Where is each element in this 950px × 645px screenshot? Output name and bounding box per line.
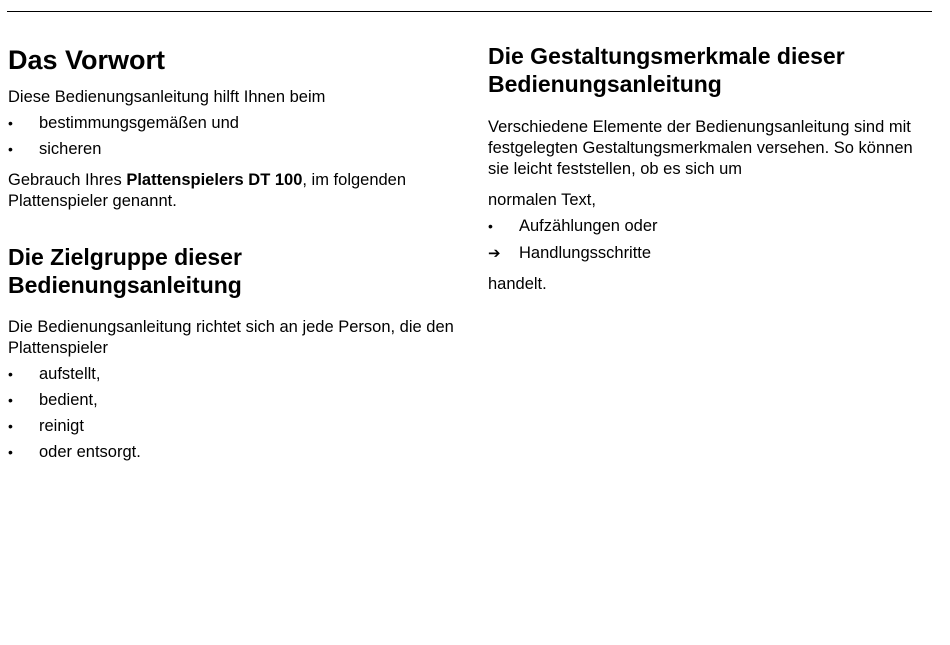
list-item <box>8 416 458 437</box>
step-item-text: Handlungsschritte <box>519 244 652 262</box>
list-item <box>8 364 458 385</box>
section-heading-gestaltungsmerkmale <box>488 42 928 98</box>
list-item <box>8 139 458 160</box>
step-item <box>488 243 928 264</box>
left-column <box>8 42 458 463</box>
bullet-dot-icon: • <box>8 115 13 131</box>
usage-text-pre: Gebrauch Ihres <box>8 171 127 189</box>
list-item <box>8 390 458 411</box>
top-rule <box>7 11 932 12</box>
vorwort-usage <box>8 170 458 212</box>
list-item <box>8 113 458 134</box>
zielgruppe-list <box>8 364 458 463</box>
list-item-text: reinigt <box>39 417 84 435</box>
arrow-right-icon: ➔ <box>488 245 501 262</box>
product-name: Plattenspielers DT 100 <box>126 171 303 189</box>
bullet-dot-icon: • <box>488 218 493 234</box>
gestaltung-closing: handelt. <box>488 275 547 293</box>
bullet-dot-icon: • <box>8 141 13 157</box>
bullet-dot-icon: • <box>8 444 13 460</box>
bullet-dot-icon: • <box>8 392 13 408</box>
bullet-dot-icon: • <box>8 366 13 382</box>
gestaltung-list <box>488 216 928 264</box>
usage-text-post: , im folgenden Plattenspieler genannt. <box>8 171 407 210</box>
list-item-text: sicheren <box>39 140 102 158</box>
list-item-text: Aufzählungen oder <box>519 217 658 235</box>
list-item <box>488 216 928 237</box>
list-item-text: bestimmungsgemäßen und <box>39 114 239 132</box>
list-item-text: aufstellt, <box>39 365 101 383</box>
section-heading-vorwort: Das Vorwort <box>8 45 166 75</box>
right-column <box>488 42 928 295</box>
zielgruppe-intro: Die Bedienungsanleitung richtet sich an jede Person, die den Plattenspieler <box>8 318 454 357</box>
vorwort-intro: Diese Bedienungsanleitung hilft Ihnen beim <box>8 88 326 106</box>
list-item <box>8 442 458 463</box>
heading-line: Bedienungsanleitung <box>8 272 242 298</box>
heading-line: Bedienungsanleitung <box>488 71 722 97</box>
bullet-dot-icon: • <box>8 418 13 434</box>
list-item-text: bedient, <box>39 391 98 409</box>
section-heading-zielgruppe <box>8 243 458 299</box>
list-item-text: oder entsorgt. <box>39 443 141 461</box>
gestaltung-intro: Verschiedene Elemente der Bedienungsanleitung sind mit festgelegten Gestaltungsmerkmalen versehen. So können sie leicht feststellen, ob es sich um <box>488 118 913 178</box>
heading-line: Die Gestaltungsmerkmale dieser <box>488 43 845 69</box>
heading-line: Die Zielgruppe dieser <box>8 244 242 270</box>
vorwort-list <box>8 113 458 160</box>
normal-text-example: normalen Text, <box>488 191 596 209</box>
